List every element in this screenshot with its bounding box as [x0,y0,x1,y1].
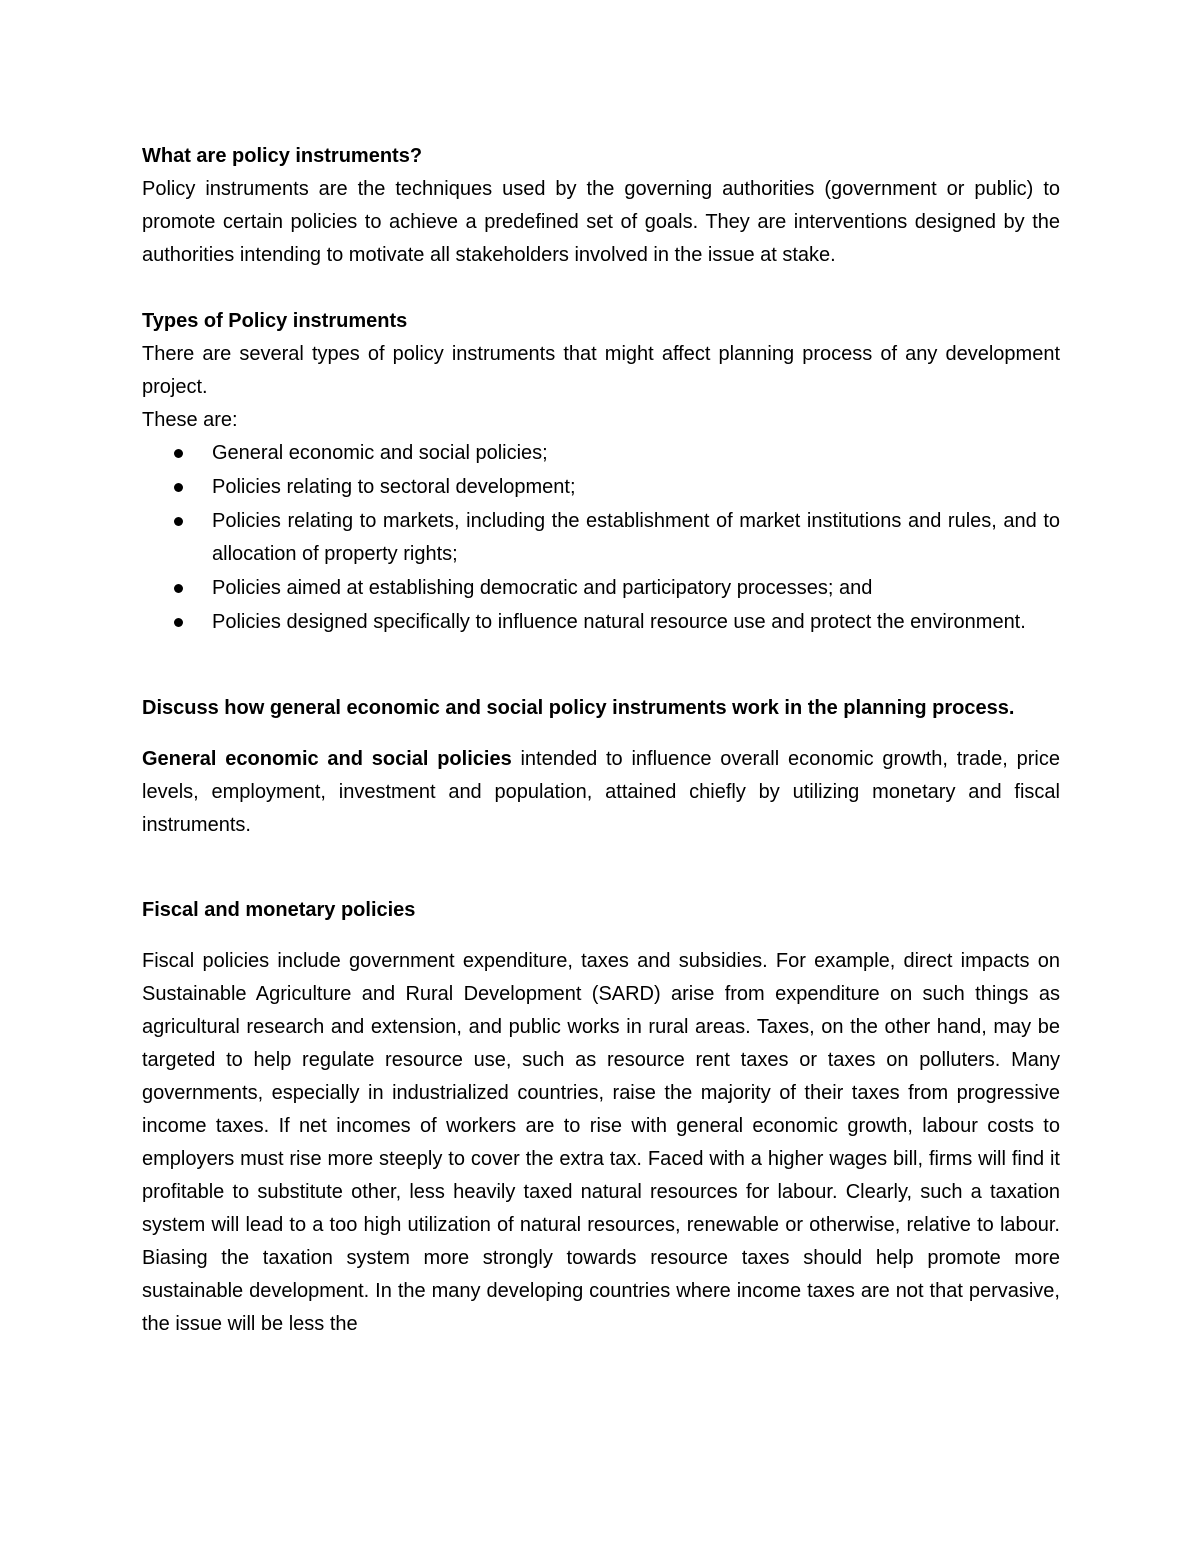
section-heading-discuss: Discuss how general economic and social policy instruments work in the planning process. [142,697,1015,719]
list-item-text: Policies aimed at establishing democratic and participatory processes; and [212,577,873,599]
list-item-text: Policies relating to sectoral development; [212,476,576,498]
bullet-icon [174,517,183,526]
paragraph-general-economic-policies [142,743,1060,842]
paragraph-types-intro: There are several types of policy instruments that might affect planning process of any development project. [142,343,1060,398]
bullet-icon [174,449,183,458]
bullet-icon [174,483,183,492]
section-heading-policy-instruments: What are policy instruments? [142,145,423,167]
paragraph-continuation: intended to influence overall economic growth, trade, price levels, employment, investment and population, attained chiefly by utilizing monetary and fiscal instruments. [142,748,1060,836]
list-item [142,437,1060,470]
bullet-icon [174,584,183,593]
list-item [142,505,1060,571]
spacer [142,725,1060,743]
spacer [142,927,1060,945]
list-item-text: Policies designed specifically to influence natural resource use and protect the environment. [212,611,1026,633]
spacer [142,272,1060,305]
document-page [142,140,1060,1341]
spacer [142,640,1060,692]
bold-lead-text: General economic and social policies [142,748,512,770]
list-item [142,572,1060,605]
list-item-text: General economic and social policies; [212,442,548,464]
section-heading-types: Types of Policy instruments [142,310,408,332]
bullet-list-policy-types [142,437,1060,639]
paragraph-fiscal-policies: Fiscal policies include government expenditure, taxes and subsidies. For example, direct impacts on Sustainable Agriculture and Rural Development (SARD) arise from expenditure on such things as agricultural research and extension, and public works in rural areas. Taxes, on the other hand, may be targeted to help regulate resource use, such as resource rent taxes or taxes on polluters. Many governments, especially in industrialized countries, raise the majority of their taxes from progressive income taxes. If net incomes of workers are to rise with general economic growth, labour costs to employers must rise more steeply to cover the extra tax. Faced with a higher wages bill, firms will find it profitable to substitute other, less heavily taxed natural resources for labour. Clearly, such a taxation system will lead to a too high utilization of natural resources, renewable or otherwise, relative to labour. Biasing the taxation system more strongly towards resource taxes should help promote more sustainable development. In the many developing countries where income taxes are not that pervasive, the issue will be less the [142,950,1060,1335]
paragraph-these-are: These are: [142,409,238,431]
list-item-text: Policies relating to markets, including the establishment of market institutions and rules, and to allocation of property rights; [212,510,1060,565]
list-item [142,606,1060,639]
bullet-icon [174,618,183,627]
spacer [142,842,1060,894]
list-item [142,471,1060,504]
section-heading-fiscal-monetary: Fiscal and monetary policies [142,899,416,921]
paragraph-policy-instruments-definition: Policy instruments are the techniques used by the governing authorities (government or public) to promote certain policies to achieve a predefined set of goals. They are interventions designed by the authorities intending to motivate all stakeholders involved in the issue at stake. [142,178,1060,266]
